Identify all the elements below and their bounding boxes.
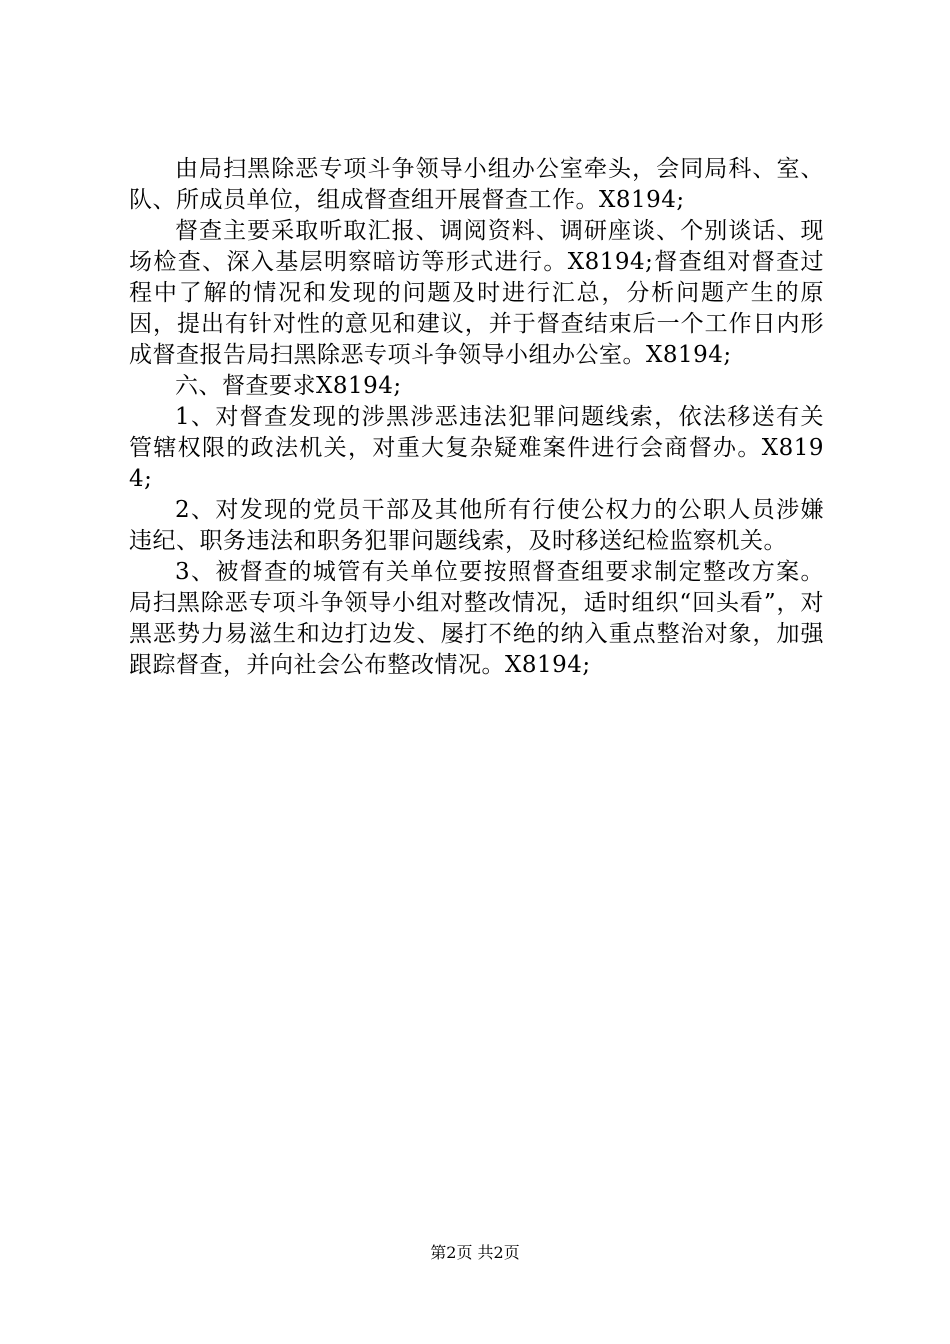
paragraph-organization: 由局扫黑除恶专项斗争领导小组办公室牵头，会同局科、室、队、所成员单位，组成督查组开展督查工作。X8194; [129,156,824,213]
paragraph-methods: 督查主要采取听取汇报、调阅资料、调研座谈、个别谈话、现场检查、深入基层明察暗访等形式进行。X8194;督查组对督查过程中了解的情况和发现的问题及时进行汇总，分析问题产生的原因，提出有针对性的意见和建议，并于督查结束后一个工作日内形成督查报告局扫黑除恶专项斗争领导小组办公室。X8194; [129,218,824,368]
document-body [129,154,824,681]
paragraph-requirement-3: 3、被督查的城管有关单位要按照督查组要求制定整改方案。局扫黑除恶专项斗争领导小组对整改情况，适时组织“回头看”，对黑恶势力易滋生和边打边发、屡打不绝的纳入重点整治对象，加强跟踪督查，并向社会公布整改情况。X8194; [129,559,824,678]
paragraph-requirement-2: 2、对发现的党员干部及其他所有行使公权力的公职人员涉嫌违纪、职务违法和职务犯罪问题线索，及时移送纪检监察机关。 [129,497,824,554]
page-number-footer: 第2页 共2页 [430,1243,520,1262]
section-heading-requirements: 六、督查要求X8194; [175,373,402,399]
paragraph-requirement-1: 1、对督查发现的涉黑涉恶违法犯罪问题线索，依法移送有关管辖权限的政法机关，对重大复杂疑难案件进行会商督办。X8194; [129,404,824,492]
